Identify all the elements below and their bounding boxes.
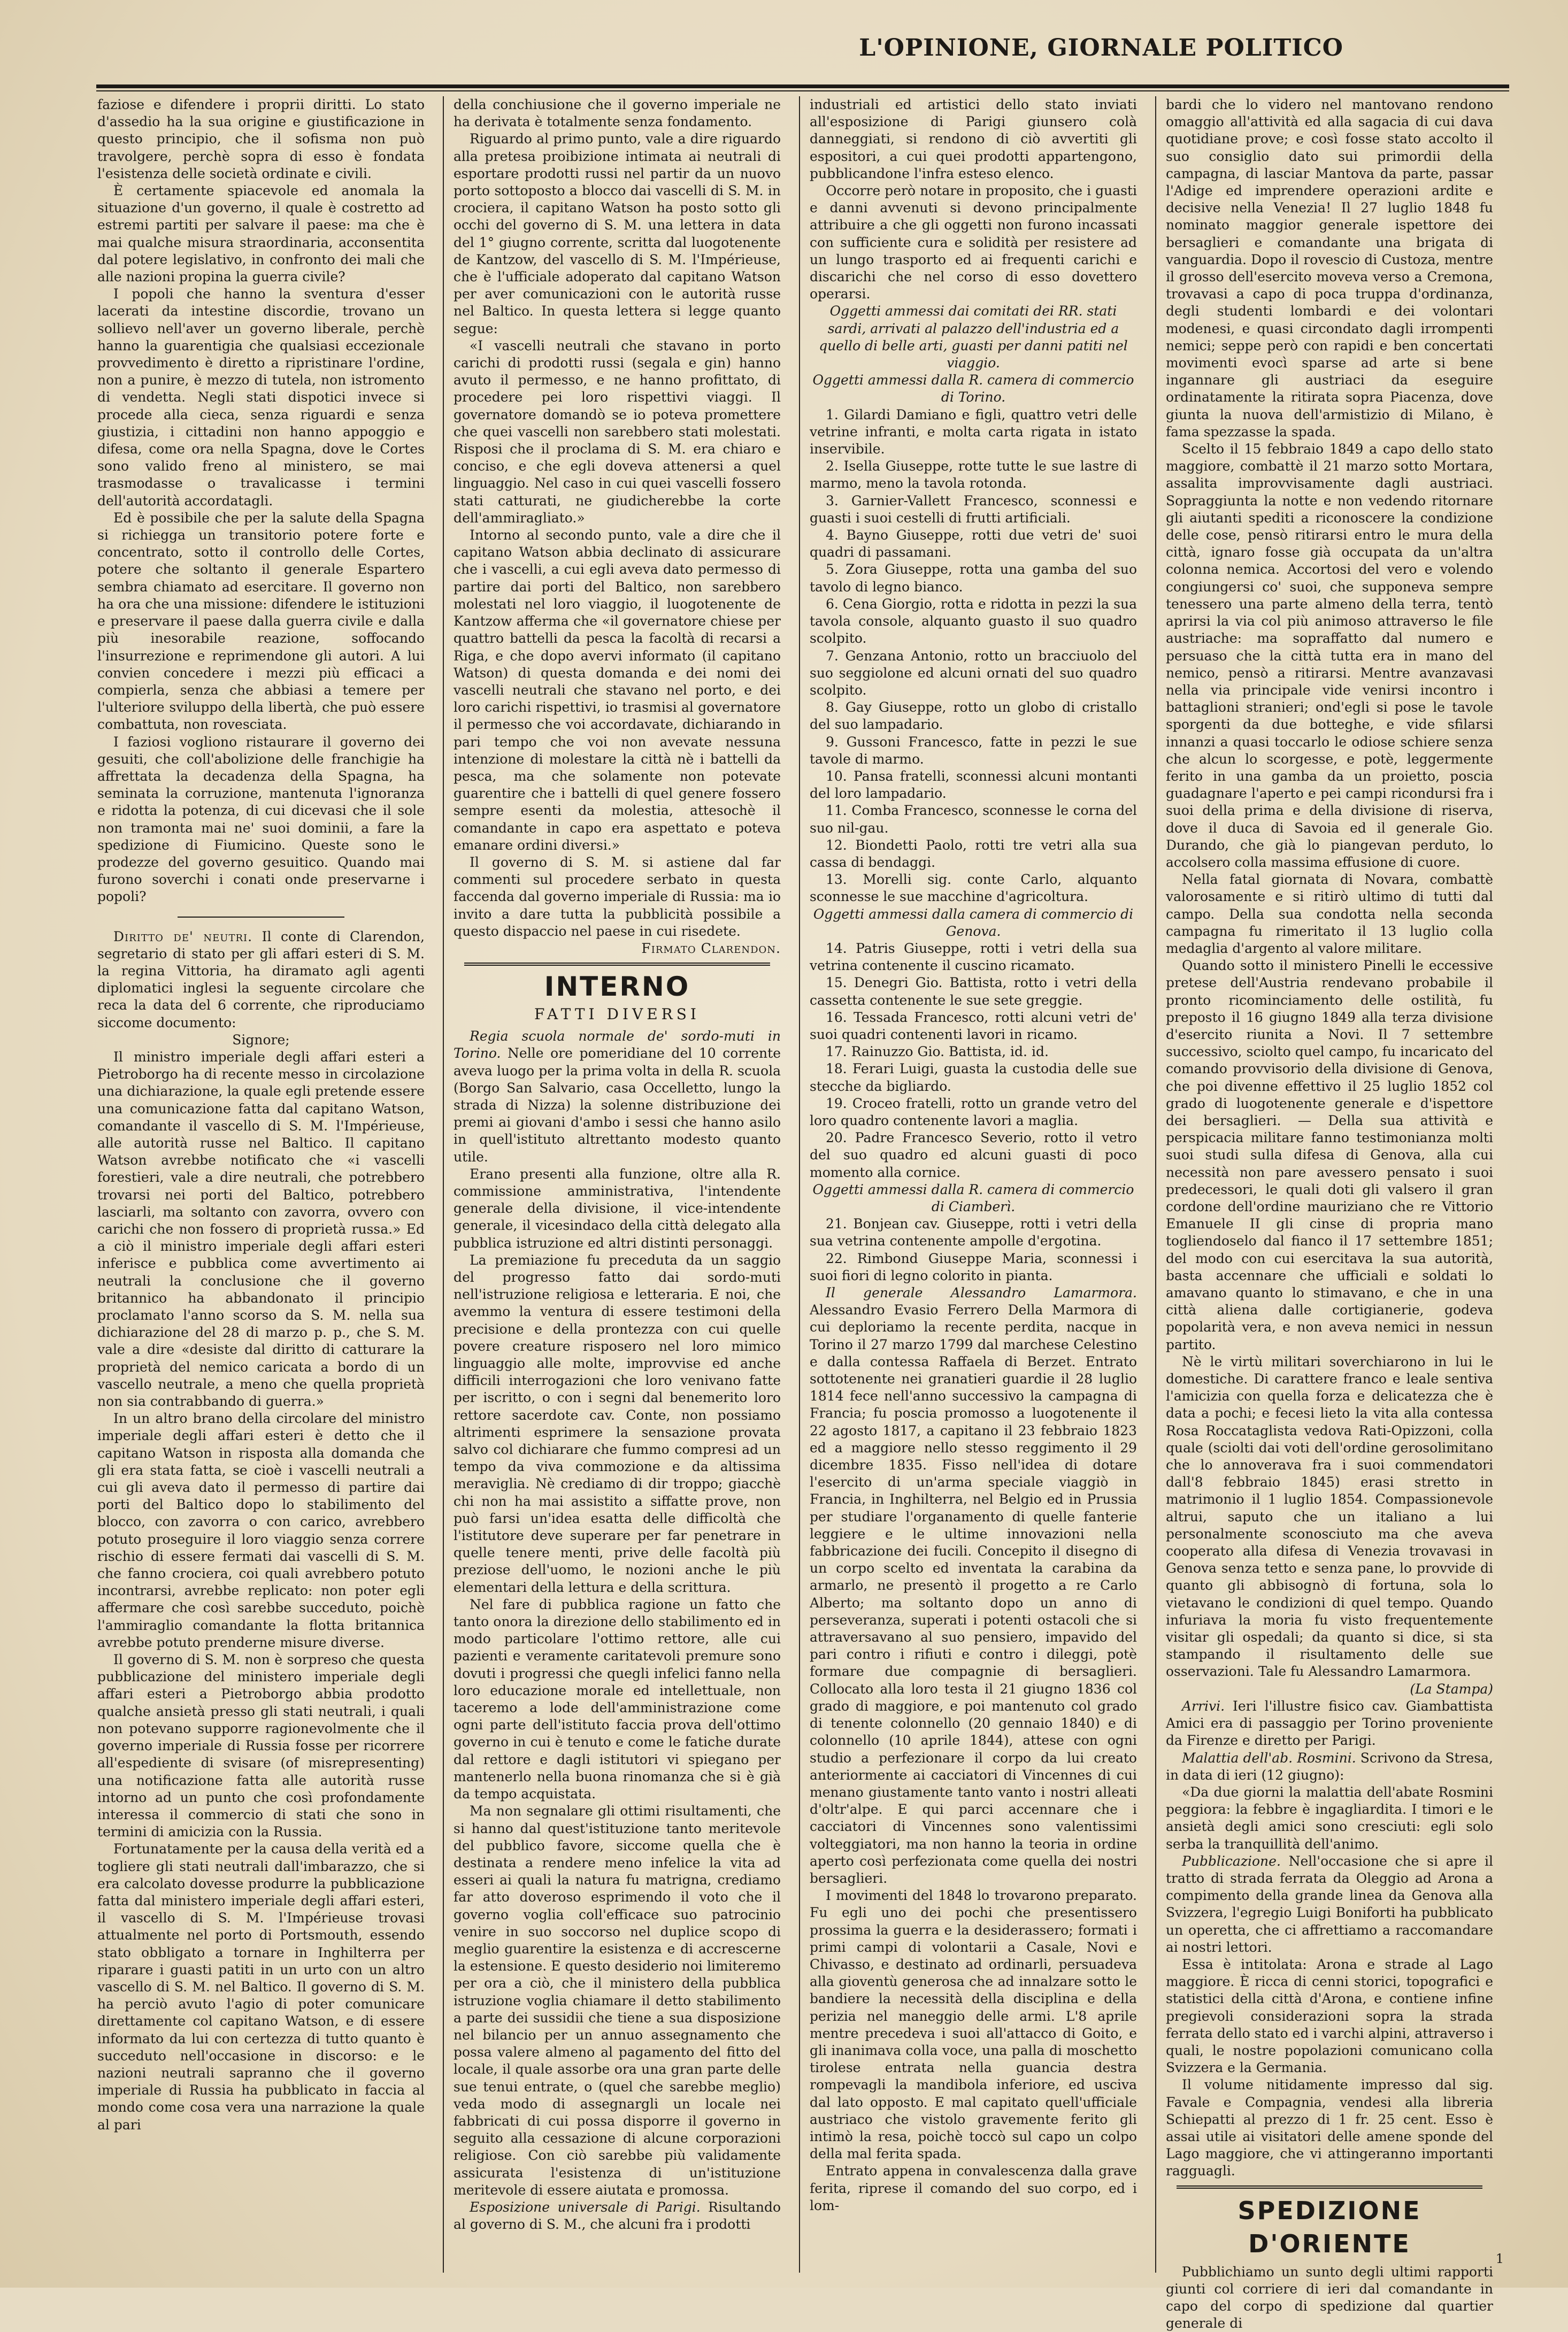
article-paragraph: Nella fatal giornata di Novara, combattè valorosamente e si ritirò ultimo di tutti dal campo. Della sua condotta nella seconda campagna fu rimeritato il 13 luglio colla medaglia d'argento al valore militare.: [1166, 872, 1493, 956]
column-1: [97, 96, 425, 2267]
article-paragraph: È certamente spiacevole ed anomala la situazione d'un governo, il quale è costretto ad estremi partiti per salvare il paese: ma che è mai qualche misura straordinaria, acconsentita dal potere legislativo, in confronto dei mali che alle nazioni propina la guerra civile?: [97, 183, 425, 285]
article-paragraph: Scelto il 15 febbraio 1849 a capo dello stato maggiore, combattè il 21 marzo sotto Mortara, assalita improvvisamente dagli austriaci. Sopraggiunta la notte e non vedendo ritornare gli aiutanti spediti a riconoscere la condizione delle cose, pensò ritirarsi entro le mura della città, ignaro fosse già occupata da un'altra colonna nemica. Accortosi del vero e volendo congiungersi co' suoi, che supponeva sempre tenessero una parte almeno della terra, tentò aprirsi la via col più animoso attraverso le file austriache: ma sopraffatto dal numero e persuaso che la città tutta era in mano del nemico, pensò a ritirarsi. Mentre avanzavasi nella via principale vide venirsi incontro i battaglioni stranieri; ond'egli si pose le tavole sporgenti da due botteghe, e vide sfilarsi innanzi a quasi toccarlo le odiose schiere senza che alcun lo scorgesse, e potè, leggermente ferito in una gamba da un proietto, poscia guadagnare l'aperto e pei campi ricondursi fra i suoi della prima e della divisione di riserva, dove il duca di Savoia ed il generale Gio. Durando, che già lo piangevan perduto, lo accolsero colla massima effusione di cuore.: [1166, 441, 1493, 870]
article-paragraph: Fortunatamente per la causa della verità ed a togliere gli stati neutrali dall'imbarazzo, che si era calcolato dovesse produrre la pubblicazione fatta dal ministero imperiale degli affari esteri, il vascello di S. M. l'Impérieuse trovasi attualmente nel porto di Portsmouth, essendo stato obbligato a tornare in Inghilterra per riparare i guasti patiti in un urto con un altro vascello di S. M. nel Baltico. Il governo di S. M. ha perciò avuto l'agio di poter comunicare direttamente col capitano Watson, e di essere informato da lui con certezza di tutto quanto è succeduto nell'occasione in discorso: e le nazioni neutrali sapranno che il governo imperiale di Russia ha pubblicato in faccia al mondo come cosa vera una narrazione la quale al pari: [97, 1841, 425, 2133]
page-number: 1: [1495, 2251, 1504, 2266]
article-paragraph: In un altro brano della circolare del ministro imperiale degli affari esteri è detto che il capitano Watson in risposta alla domanda che gli era stata fatta, se cioè i vascelli neutrali a cui gli aveva dato il permesso di partire dai porti del Baltico dopo lo stabilimento del blocco, con zavorra o con carico, avrebbero potuto proseguire il loro viaggio senza correre rischio di essere fermati dai vascelli di S. M. che fanno crociera, coi quali avrebbero potuto incontrarsi, avrebbe replicato: non poter egli affermare che così sarebbe succeduto, poichè l'ammiraglio comandante la flotta britannica avrebbe potuto prenderne misure diverse.: [97, 1411, 425, 1650]
item-heading: Malattia dell'ab. Rosmini.: [1182, 1750, 1356, 1766]
list-item: 15. Denegri Gio. Battista, rotto i vetri della cassetta contenente le sue sete greggie.: [810, 975, 1137, 1008]
list-item: 18. Ferari Luigi, guasta la custodia delle sue stecche da bigliardo.: [810, 1061, 1137, 1094]
article-paragraph: Nelle ore pomeridiane del 10 corrente aveva luogo per la prima volta in della R. scuola (Borgo San Salvario, casa Occelletto, lungo la strada di Nizza) la solenne distribuzione dei premi ai giovani d'ambo i sessi che hanno asilo in quell'istituto altrettanto modesto quanto utile.: [454, 1045, 781, 1165]
article-paragraph: I movimenti del 1848 lo trovarono preparato. Fu egli uno dei pochi che presentissero prossima la guerra e la desiderassero; formati i primi campi di volontarii a Casale, Novi e Chivasso, e destinato ad ordinarli, persuadeva alla gioventù generosa che ad innalzare sotto le bandiere la necessità della disciplina e della perizia nel maneggio delle armi. L'8 aprile mentre precedeva i suoi all'attacco di Goito, e gli inanimava colla voce, una palla di moschetto tirolese entrata nella guancia destra rompevagli la mandibola inferiore, ed usciva dal lato opposto. E mal capitato quell'ufficiale austriaco che vistolo gravemente ferito gli intimò la resa, poichè toccò sul capo un colpo della mal ferita spada.: [810, 1888, 1137, 2162]
column-divider: [799, 96, 800, 2273]
article-paragraph: Ma non segnalare gli ottimi risultamenti, che si hanno dal quest'istituzione tanto meritevole del pubblico favore, siccome quella che è destinata a rendere meno infelice la vita ad esseri ai quali la natura fu matrigna, crediamo far atto doveroso esprimendo il voto che il governo voglia coll'efficace suo patrocinio venire in suo soccorso nel duplice scopo di meglio guarentire la esistenza e di accrescerne la estensione. E questo desiderio noi limiteremo per ora a ciò, che il ministero della pubblica istruzione voglia chiamare il detto stabilimento a parte dei sussidii che tiene a sua disposizione nel bilancio per un annuo assegnamento che possa valere almeno al pagamento del fitto del locale, il quale assorbe ora una gran parte delle sue tenui entrate, o (quel che sarebbe meglio) veda modo di assegnargli un locale nei fabbricati di cui possa disporre il governo in seguito alla cessazione di alcune corporazioni religiose. Con ciò sarebbe più validamente assicurata l'esistenza di un'istituzione meritevole di essere aiutata e promossa.: [454, 1803, 781, 2198]
item-heading: Il generale Alessandro Lamarmora.: [826, 1285, 1137, 1301]
source-credit: (La Stampa): [1410, 1681, 1493, 1697]
list-item: 3. Garnier-Vallett Francesco, sconnessi e guasti i suoi cestelli di frutti artificiali.: [810, 492, 1137, 526]
quoted-paragraph: «Da due giorni la malattia dell'abate Rosmini peggiora: la febbre è ingagliardita. I timori e le ansietà degli amici sono cresciuti: egli solo serba la tranquillità dell'animo.: [1166, 1784, 1493, 1852]
article-paragraph: I faziosi vogliono ristaurare il governo dei gesuiti, che coll'abolizione delle franchigie ha affrettata la decadenza della Spagna, ha seminata la corruzione, mantenuta l'ignoranza e ridotta la potenza, di cui dicevasi che il sole non tramonta mai ne' suoi dominii, a fare la spedizione di Fiumicino. Queste sono le prodezze del governo gesuitico. Quando mai furono soverchi i conati onde preservarne i popoli?: [97, 734, 425, 905]
article-paragraph: Nell'occasione che si apre il tratto di strada ferrata da Oleggio ad Arona a compimento della grande linea da Genova alla Svizzera, l'egregio Luigi Boniforti ha pubblicato un operetta, che ci affrettiamo a raccomandare ai nostri lettori.: [1166, 1853, 1494, 1955]
list-item: 1. Gilardi Damiano e figli, quattro vetri delle vetrine infranti, e molta carta rigata in istato inservibile.: [810, 406, 1137, 457]
list-item: 2. Isella Giuseppe, rotte tutte le sue lastre di marmo, meno la tavola rotonda.: [810, 458, 1137, 491]
subsection-heading: FATTI DIVERSI: [534, 1005, 700, 1023]
list-item: 16. Tessada Francesco, rotti alcuni vetri de' suoi quadri contenenti lavori in ricamo.: [810, 1009, 1137, 1042]
article-paragraph: Scrivono da Stresa, in data di ieri (12 giugno):: [1166, 1750, 1493, 1783]
section-heading: Diritto de' neutri.: [113, 928, 253, 944]
article-paragraph: Il ministro imperiale degli affari esteri a Pietroborgo ha di recente messo in circolazione una dichiarazione, la quale egli pretende essere una comunicazione fatta dal capitano Watson, comandante il vascello di S. M. l'Impérieuse, alle autorità russe nel Baltico. Il capitano Watson avrebbe notificato che «i vascelli forestieri, vale a dire neutrali, che potrebbero trovarsi nei porti del Baltico, potrebbero lasciarli, ma soltanto con zavorra, ovvero con carichi che non fossero di proprietà russa.» Ed a ciò il ministro imperiale degli affari esteri inferisce e pubblica come avvertimento ai neutrali la conclusione che il governo britannico ha abbandonato il principio proclamato l'anno scorso da S. M. nella sua dichiarazione del 28 di marzo p. p., che S. M. vale a dire «desiste dal diritto di catturare la proprietà del nemico caricata a bordo di un vascello neutrale, a meno che quella proprietà non sia contrabbando di guerra.»: [97, 1049, 425, 1410]
article-paragraph: Il conte di Clarendon, segretario di stato per gli affari esteri di S. M. la regina Vittoria, ha diramato agli agenti diplomatici inglesi la seguente circolare che reca la data del 6 corrente, che riproduciamo siccome documento:: [97, 928, 425, 1030]
column-4: [1166, 96, 1494, 2331]
section-heading-spedizione: SPEDIZIONE D'ORIENTE: [1238, 2196, 1421, 2258]
article-paragraph: Ieri l'illustre fisico cav. Giambattista Amici era di passaggio per Torino proveniente da Firenze e diretto per Parigi.: [1166, 1698, 1493, 1749]
article-paragraph: Essa è intitolata: Arona e strade al Lago maggiore. È ricca di cenni storici, topografici e statistici della città d'Arona, e contiene infine pregievoli considerazioni sopra la strada ferrata dello stato ed i varchi alpini, attraverso i quali, le nostre popolazioni comunicano colla Svizzera e la Germania.: [1166, 1956, 1493, 2076]
list-item: 8. Gay Giuseppe, rotto un globo di cristallo del suo lampadario.: [810, 699, 1137, 733]
item-heading: Pubblicazione.: [1182, 1853, 1281, 1869]
list-item: 19. Croceo fratelli, rotto un grande vetro del loro quadro contenente lavori a maglia.: [810, 1095, 1137, 1128]
section-heading-interno: INTERNO: [544, 971, 690, 1003]
newspaper-title: L'OPINIONE, GIORNALE POLITICO: [859, 34, 1343, 61]
damaged-items-list-genova: [810, 940, 1137, 1181]
item-heading: Arrivi.: [1182, 1698, 1225, 1714]
damaged-items-list-torino: [810, 406, 1137, 906]
article-paragraph: Il governo di S. M. si astiene dal far commenti sul procedere serbato in questa faccenda dal governo imperiale di Russia: ma io invito a dare tutta la pubblicità possibile a questo dispaccio nel paese in cui risedete.: [454, 854, 781, 939]
list-item: 13. Morelli sig. conte Carlo, alquanto sconnesse le sue macchine d'agricoltura.: [810, 872, 1137, 905]
list-item: 5. Zora Giuseppe, rotta una gamba del suo tavolo di legno bianco.: [810, 561, 1137, 595]
article-paragraph: Nel fare di pubblica ragione un fatto che tanto onora la direzione dello stabilimento ed in modo particolare l'ottimo rettore, alle cui pazienti e veramente caritatevoli premure sono dovuti i progressi che quegli infelici fanno nella loro educazione morale ed intellettuale, non taceremo a lode dell'amministrazione come ogni parte dell'istituto faccia prova dell'ottimo governo in cui è tenuto e come le fatiche durate dal rettore e dagli istitutori vi spiegano per mantenerlo nella buona rinomanza che si è già da tempo acquistata.: [454, 1596, 781, 1802]
list-item: 10. Pansa fratelli, sconnessi alcuni montanti del loro lampadario.: [810, 768, 1137, 802]
list-heading: Oggetti ammessi dalla camera di commercio di Genova.: [813, 906, 1134, 939]
article-paragraph: Erano presenti alla funzione, oltre alla R. commissione amministrativa, l'intendente generale della divisione, il vice-intendente generale, il vicesindaco della città delegato alla pubblica istruzione ed altri distinti personaggi.: [454, 1166, 781, 1251]
list-item: 11. Comba Francesco, sconnesse le corna del suo nil-gau.: [810, 803, 1137, 836]
article-paragraph: Intorno al secondo punto, vale a dire che il capitano Watson abbia declinato di assicurare che i vascelli, a cui egli aveva dato permesso di partire dai porti del Baltico, non sarebbero molestati nel loro viaggio, il luogotenente de Kantzow afferma che «il governatore chiese per quattro battelli da pesca la facoltà di recarsi a Riga, e che dopo avervi informato (il capitano Watson) di questa domanda e dei nomi dei vascelli neutrali che stavano nel porto, e dei loro carichi rispettivi, io trasmisi al governatore il permesso che voi accordavate, dichiarando in pari tempo che voi non avevate nessuna intenzione di molestare la città nè i battelli da pesca, ma che solamente non potevate guarentire che i battelli di quel genere fossero sempre esenti da molestia, attesochè il comandante in capo era aspettato e poteva emanare ordini diversi.»: [454, 527, 781, 853]
list-item: 9. Gussoni Francesco, fatte in pezzi le sue tavole di marmo.: [810, 734, 1137, 767]
list-item: 6. Cena Giorgio, rotta e ridotta in pezzi la sua tavola console, alquanto guasto il suo quadro scolpito.: [810, 596, 1137, 647]
article-paragraph: Risultando al governo di S. M., che alcuni fra i prodotti: [454, 2199, 781, 2233]
list-item: 7. Genzana Antonio, rotto un bracciuolo del suo seggiolone ed alcuni ornati del suo quadro scolpito.: [810, 648, 1137, 698]
quoted-paragraph: «I vascelli neutrali che stavano in porto carichi di prodotti russi (segala e gin) hanno avuto il permesso, e ne hanno profittato, di procedere pei loro rispettivi viaggi. Il governatore domandò se io poteva promettere che quei vascelli non sarebbero stati molestati. Risposi che il proclama di S. M. era chiaro e conciso, e che egli doveva attenersi a quel linguaggio. Nel caso in cui quei vascelli fossero stati catturati, ne giudicherebbe la corte dell'ammiragliato.»: [454, 337, 781, 526]
list-heading: Oggetti ammessi dalla R. camera di commercio di Ciamberì.: [812, 1181, 1134, 1214]
article-paragraph: Nè le virtù militari soverchiarono in lui le domestiche. Di carattere franco e leale sentiva l'amicizia con quella forza e delicatezza che è data a pochi; e fecesi lieto la vita alla contessa Rosa Roccataglista vedova Rati-Opizzoni, colla quale (sciolti dai voti dell'ordine gerosolimitano che lo annoverava fra i suoi commendatori dall'8 febbraio 1845) erasi stretto in matrimonio il 1 luglio 1854. Compassionevole altrui, saputo che un italiano a lui personalmente sconosciuto ma che aveva cooperato alla difesa di Venezia trovavasi in Genova senza tetto e senza pane, lo provvide di quanto gli abbisognò di fortuna, sola lo vietavano le condizioni di quel tempo. Quando infuriava la moria fu visto frequentemente visitar gli ospedali; da quanto si dice, si sta stampando il risultamento delle sue osservazioni. Tale fu Alessandro Lamarmora.: [1166, 1353, 1493, 1680]
item-heading: Regia scuola normale de' sordo-muti in Torino.: [454, 1028, 781, 1061]
column-divider: [1155, 96, 1156, 2273]
article-paragraph: I popoli che hanno la sventura d'esser lacerati da intestine discordie, trovano un sollievo nell'aver un governo liberale, perchè hanno la guarentigia che qualsiasi eccezionale provvedimento è diretto a ripristinare l'ordine, non a punire, è mezzo di tutela, non istromento di vendetta. Negli stati dispotici invece si procede alla cieca, senza riguardi e senza giustizia, i cittadini non hanno appoggio e difesa, come ora nella Spagna, dove le Cortes sono valido freno al ministero, se mai trasmodasse o travalicasse i termini dell'autorità accordatagli.: [97, 286, 425, 509]
item-heading: Esposizione universale di Parigi.: [470, 2199, 701, 2215]
article-paragraph: La premiazione fu preceduta da un saggio del progresso fatto dai sordo-muti nell'istruzione religiosa e letteraria. E noi, che avemmo la ventura di essere testimoni della precisione e della prontezza con cui quelle povere creature risposero nel loro mimico linguaggio alle molte, improvvise ed anche difficili interrogazioni che loro venivano fatte per iscritto, o con i segni dal benemerito loro rettore sacerdote cav. Conte, non possiamo altrimenti esprimere la sensazione provata salvo col dichiarare che fummo compresi ad un tempo da viva commozione e da altissima meraviglia. Nè crediamo di dir troppo; giacchè chi non ha mai assistito a siffatte prove, non può farsi un'idea esatta delle difficoltà che l'istitutore deve superare per far penetrare in quelle tenere menti, prive delle facoltà più preziose dell'uomo, le nozioni anche le più elementari della lettura e della scrittura.: [454, 1252, 781, 1595]
article-paragraph: Occorre però notare in proposito, che i guasti e danni avvenuti si devono principalmente attribuire a che gli oggetti non furono incassati con sufficiente cura e solidità per resistere ad un lungo trasporto ed ai frequenti carichi e discarichi che nel corso di esso dovettero operarsi.: [810, 183, 1137, 302]
article-paragraph: Il volume nitidamente impresso dal sig. Favale e Compagnia, vendesi alla libreria Schiepatti al prezzo di 1 fr. 25 cent. Esso è assai utile ai visitatori delle amene sponde del Lago maggiore, che vi attingeranno importanti ragguagli.: [1166, 2077, 1493, 2179]
article-paragraph: Alessandro Evasio Ferrero Della Marmora di cui deploriamo la recente perdita, nacque in Torino il 27 marzo 1799 dal marchese Celestino e dalla contessa Raffaela di Berzet. Entrato sottotenente nei granatieri guardie il 28 luglio 1814 fece nell'anno successivo la campagna di Francia; fu poscia promosso a luogotenente il 22 agosto 1817, a capitano il 23 febbraio 1823 ed a maggiore nello stesso reggimento il 29 dicembre 1835. Fisso nell'idea di dotare l'esercito di un'arma speciale viaggiò in Francia, in Inghilterra, nel Belgio ed in Prussia per studiare l'organamento di quelle fanterie leggiere e le ultime innovazioni nella fabbricazione dei fucili. Concepito il disegno di un corpo scelto ed inventata la carabina da armarlo, ne presentò il progetto a re Carlo Alberto; ma soltanto dopo un anno di perseveranza, superati i potenti ostacoli che si attraversavano al suo pensiero, impavido del pari contro i rifiuti e contro i dileggi, potè formare due compagnie di bersaglieri. Collocato alla loro testa il 21 giugno 1836 col grado di maggiore, e poi mantenuto col grado di tenente colonnello (20 gennaio 1840) e di colonnello (10 aprile 1844), attese con ogni studio a perfezionare il corpo da lui creato anteriormente ai cacciatori di Vincennes di cui menano giustamente tanto vanto i nostri alleati d'oltr'alpe. E qui parci accennare che i cacciatori di Vincennes sono valentissimi volteggiatori, ma non hanno la teoria in ordine aperto così perfezionata come quella dei nostri bersaglieri.: [810, 1302, 1137, 1886]
damaged-items-list-ciamberi: [810, 1215, 1137, 1284]
salutation: Signore;: [232, 1032, 290, 1048]
signature: Firmato Clarendon.: [641, 940, 781, 956]
article-paragraph: Il governo di S. M. non è sorpreso che questa pubblicazione del ministero imperiale degli affari esteri a Pietroborgo abbia prodotto qualche ansietà presso gli stati neutrali, i quali non potevano supporre ragionevolmente che il governo imperiale di Russia fosse per ricorrere all'espediente di svisare (of misrepresenting) una notificazione fatta alle autorità russe intorno ad un punto che così profondamente interessa il commercio di stati che sono in termini di amicizia con la Russia.: [97, 1652, 425, 1840]
section-rule: [178, 917, 344, 918]
masthead: [96, 28, 1509, 76]
column-divider: [443, 96, 444, 2273]
list-item: 21. Bonjean cav. Giuseppe, rotti i vetri della sua vetrina contenente ampolle d'ergotina.: [810, 1216, 1137, 1249]
column-2: [454, 96, 781, 2267]
section-rule: [464, 963, 770, 966]
column-3: [810, 96, 1137, 2267]
article-paragraph: faziose e difendere i proprii diritti. Lo stato d'assedio ha la sua origine e giustificazione in questo principio, che il sofisma non può travolgere, perchè sopra di esso è fondata l'esistenza delle società ordinate e civili.: [97, 97, 425, 181]
article-paragraph: Quando sotto il ministero Pinelli le eccessive pretese dell'Austria rendevano probabile il pronto ricominciamento delle ostilità, fu preposto il 16 giugno 1849 alla terza divisione d'esercito riunita a Novi. Il 7 settembre successivo, sciolto quel campo, fu incaricato del comando provvisorio della divisione di Genova, che poi divenne effettivo il 25 luglio 1852 col grado di luogotenente generale e d'ispettore dei bersaglieri. — Della sua attività e perspicacia militare fanno testimonianza molti suoi studi sulla difesa di Genova, alla cui necessità non pare avessero pensato i suoi predecessori, le quali doti gli valsero il gran cordone dell'ordine mauriziano che re Vittorio Emanuele II gli cinse di propria mano togliendoselo dal fianco il 17 settembre 1851; del modo con cui esercitava la sua autorità, basta accennare che ufficiali e soldati lo amavano quanto lo stimavano, e che in una città aliena dalle cortigianerie, godeva popolarità vera, e non aveva nemici in nessun partito.: [1166, 958, 1493, 1352]
article-paragraph: industriali ed artistici dello stato inviati all'esposizione di Parigi giunsero colà danneggiati, si rendono di ciò avvertiti gli espositori, a cui quei prodotti appartengono, pubblicandone l'infra esteso elenco.: [810, 97, 1137, 181]
list-item: 22. Rimbond Giuseppe Maria, sconnessi i suoi fiori di legno colorito in pianta.: [810, 1250, 1137, 1283]
list-item: 4. Bayno Giuseppe, rotti due vetri de' suoi quadri di passamani.: [810, 527, 1137, 560]
masthead-rule: [96, 84, 1509, 91]
article-paragraph: della conchiusione che il governo imperiale ne ha derivata è totalmente senza fondamento.: [454, 97, 781, 130]
list-item: 20. Padre Francesco Severio, rotto il vetro del suo quadro ed alcuni guasti di poco momento alla cornice.: [810, 1130, 1137, 1180]
section-rule: [1177, 2185, 1482, 2189]
article-paragraph: Riguardo al primo punto, vale a dire riguardo alla pretesa proibizione intimata ai neutrali di esportare prodotti russi nel partir da un nuovo porto sottoposto a blocco dai vascelli di S. M. in crociera, il capitano Watson ha posto sotto gli occhi del governo di S. M. una lettera in data del 1° giugno corrente, scritta dal luogotenente de Kantzow, del vascello di S. M. l'Impérieuse, che è l'ufficiale adoperato dal capitano Watson per aver comunicazioni con le autorità russe nel Baltico. In questa lettera si legge quanto segue:: [454, 131, 781, 336]
list-item: 14. Patris Giuseppe, rotti i vetri della sua vetrina contenente il cuscino ricamato.: [810, 940, 1137, 974]
list-heading: Oggetti ammessi dalla R. camera di commercio di Torino.: [812, 372, 1134, 405]
list-heading: Oggetti ammessi dai comitati dei RR. stati sardi, arrivati al palazzo dell'industria ed a quello di belle arti, guasti per danni patiti nel viaggio.: [819, 303, 1128, 371]
article-paragraph: Pubblichiamo un sunto degli ultimi rapporti giunti col corriere di ieri dal comandante in capo del corpo di spedizione dal quartier generale di: [1166, 2264, 1493, 2331]
article-paragraph: bardi che lo videro nel mantovano rendono omaggio all'attività ed alla sagacia di cui dava quotidiane prove; e così fosse stato accolto il suo consiglio dato sui primordii della campagna, di lasciar Mantova da parte, passar l'Adige ed imprendere operazioni ardite e decisive nella Venezia! Il 27 luglio 1848 fu nominato maggior generale ispettore dei bersaglieri e comandante una brigata di vanguardia. Dopo il rovescio di Custoza, mentre il grosso dell'esercito moveva verso a Cremona, trovavasi a capo di poca truppa d'ordinanza, degli studenti lombardi e dei volontari modenesi, e quasi circondato dagli irrompenti nemici; seppe però con rapidi e ben concertati movimenti evocì sparse ad arte si bene ingannare gli austriaci da eseguire ordinatamente la ritirata sopra Piacenza, dove giunta la nuova dell'armistizio di Milano, è fama spezzasse la spada.: [1166, 97, 1493, 440]
article-paragraph: Entrato appena in convalescenza dalla grave ferita, riprese il comando del suo corpo, ed i lom-: [810, 2163, 1137, 2213]
list-item: 12. Biondetti Paolo, rotti tre vetri alla sua cassa di bendaggi.: [810, 837, 1137, 870]
article-paragraph: Ed è possibile che per la salute della Spagna si richiegga un transitorio potere forte e concentrato, sotto il controllo delle Cortes, potere che soltanto il generale Espartero sembra chiamato ad esercitare. Il governo non ha ora che una missione: difendere le istituzioni e preservare il paese dalla guerra civile e dalla più inesorabile reazione, soffocando l'insurrezione e reprimendone gli autori. A lui convien concedere i mezzi più efficaci a compierla, senza che abbiasi a temere per l'ulteriore sviluppo della libertà, che può essere combattuta, non rovesciata.: [97, 510, 425, 733]
list-item: 17. Rainuzzo Gio. Battista, id. id.: [826, 1044, 1049, 1060]
